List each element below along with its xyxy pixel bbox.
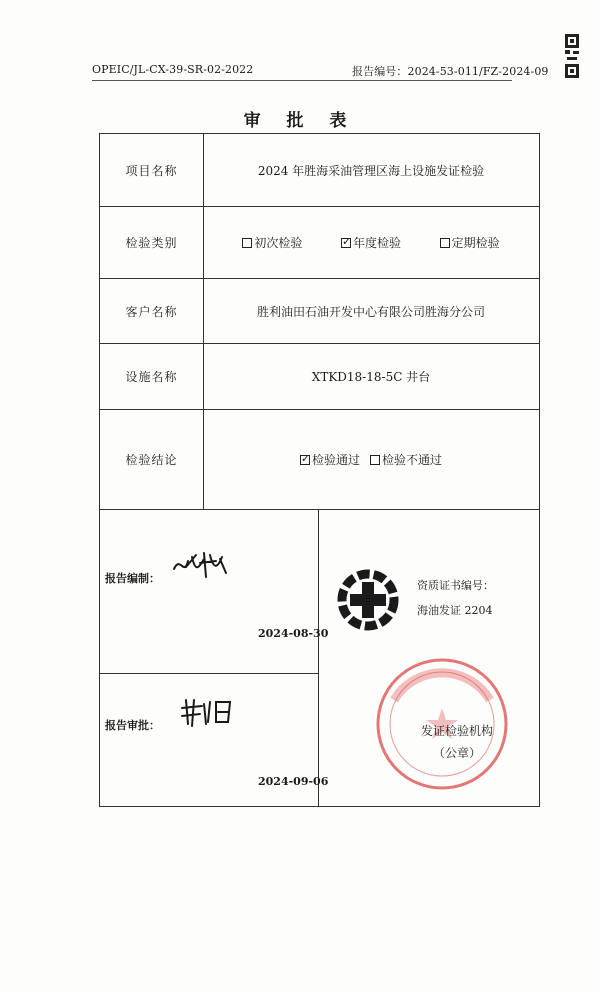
table-row-facility [100,344,539,410]
checkbox-icon[interactable] [440,238,450,248]
signature-divider-horizontal [100,673,318,674]
qualification-value: 海油发证 2204 [417,604,493,617]
option-initial[interactable]: 初次检验 [242,234,302,251]
qualification-label: 资质证书编号： [417,579,494,592]
row-label: 项目名称 [100,134,204,206]
option-fail[interactable]: 检验不通过 [370,451,442,468]
row-value: 2024 年胜海采油管理区海上设施发证检验 [257,163,485,178]
option-periodic[interactable]: 定期检验 [440,234,500,251]
qr-code-icon [565,34,579,78]
option-annual[interactable]: ✓ 年度检验 [341,234,401,251]
approval-table [99,133,540,807]
row-label: 检验类别 [100,207,204,278]
checkbox-icon[interactable] [242,238,252,248]
row-value: 胜利油田石油开发中心有限公司胜海分公司 [256,304,485,319]
header-form-code: OPEIC/JL-CX-39-SR-02-2022 [92,63,254,76]
qualification-info [417,573,494,623]
approver-signature [178,694,234,732]
table-row-customer [100,279,539,344]
inspection-type-options [203,207,539,278]
conclusion-options [203,410,539,509]
compiler-signature [170,547,230,585]
row-label: 设施名称 [100,344,204,409]
table-row-inspection-type [100,207,539,279]
page-title: 审 批 表 [243,111,357,131]
table-row-conclusion [100,410,539,510]
checkbox-icon[interactable] [370,455,380,465]
compiler-date: 2024-08-30 [258,627,329,640]
table-row-project [100,134,539,207]
organization-name: 发证检验机构 [420,724,493,738]
checked-checkbox-icon[interactable] [300,455,310,465]
row-label: 客户名称 [100,279,204,343]
approver-label: 报告审批： [105,719,160,732]
seal-note: （公章） [432,746,481,760]
signature-divider-vertical [318,510,319,806]
row-value: XTKD18-18-5C 井台 [311,370,431,384]
option-pass[interactable]: ✓ 检验通过 [300,451,360,468]
checked-checkbox-icon[interactable] [341,238,351,248]
compiler-label: 报告编制： [105,572,160,585]
header-report-number: 报告编号：2024-53-011/FZ-2024-09 [352,65,549,78]
issuing-organization [382,720,532,764]
organization-logo-icon [334,566,402,634]
row-label: 检验结论 [100,410,204,509]
approver-date: 2024-09-06 [258,775,329,788]
header-rule [92,80,512,81]
